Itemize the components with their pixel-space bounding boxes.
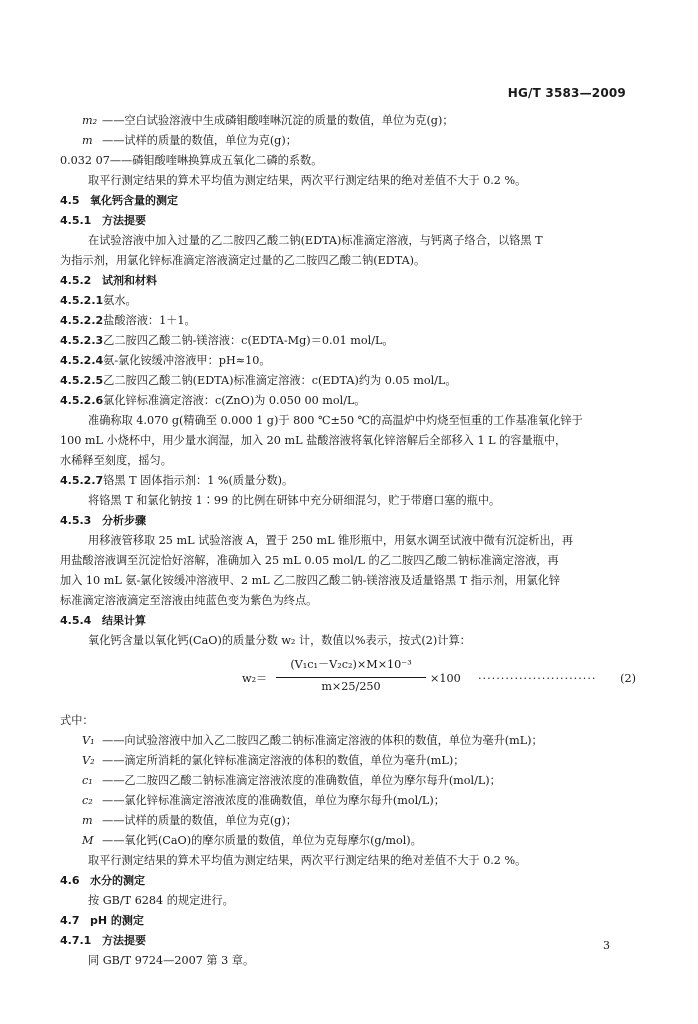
- formula-leader-dots: ··························: [478, 672, 597, 685]
- line-text: 取平行测定结果的算术平均值为测定结果，两次平行测定结果的绝对差值不大于 0.2 %。: [88, 854, 527, 867]
- line-text: 用移液管移取 25 mL 试验溶液 A，置于 250 mL 锥形瓶中，用氨水调至试液中微有沉淀析出，再: [88, 534, 574, 547]
- variable-definition: [60, 791, 638, 811]
- section-heading: [60, 191, 638, 211]
- line-text: 分析步骤: [102, 514, 146, 527]
- formula-2: [60, 655, 638, 711]
- line-text: 乙二胺四乙酸二钠(EDTA)标准滴定溶液：c(EDTA)约为 0.05 mol/L。: [103, 374, 457, 387]
- formula-denominator: m×25/250: [321, 680, 381, 693]
- line-text: 取平行测定结果的算术平均值为测定结果，两次平行测定结果的绝对差值不大于 0.2 %。: [88, 174, 527, 187]
- paragraph-line: [60, 531, 638, 551]
- paragraph-line: [60, 551, 638, 571]
- document-body: [60, 111, 638, 971]
- line-text: 方法提要: [102, 934, 146, 947]
- variable-definition: [60, 771, 638, 791]
- paragraph-line: [60, 151, 638, 171]
- reagent-item: [60, 291, 638, 311]
- formula-numerator: (V₁c₁－V₂c₂)×M×10⁻³: [290, 658, 412, 671]
- clause-number: 4.5.2.3: [60, 334, 104, 347]
- line-text: 铬黑 T 固体指示剂：1 %(质量分数)。: [103, 474, 294, 487]
- variable-definition: [60, 131, 638, 151]
- paragraph-line: [60, 231, 638, 251]
- line-text: 乙二胺四乙酸二钠-镁溶液：c(EDTA-Mg)＝0.01 mol/L。: [103, 334, 394, 347]
- section-number: 4.6: [60, 874, 80, 887]
- line-text: 为指示剂，用氯化锌标准滴定溶液滴定过量的乙二胺四乙酸二钠(EDTA)。: [60, 254, 426, 267]
- paragraph-line: [60, 891, 638, 911]
- subsection-heading: [60, 511, 638, 531]
- line-text: ——滴定所消耗的氯化锌标准滴定溶液的体积的数值，单位为毫升(mL)；: [102, 754, 465, 767]
- reagent-item: [60, 471, 638, 491]
- line-text: 同 GB/T 9724—2007 第 3 章。: [88, 954, 255, 967]
- variable-symbol: m₂: [82, 114, 98, 127]
- variable-definition: [60, 811, 638, 831]
- variable-symbol: m: [82, 814, 93, 827]
- clause-number: 4.5.2.7: [60, 474, 104, 487]
- paragraph-line: [60, 251, 638, 271]
- subsection-heading: [60, 931, 638, 951]
- line-text: ——氧化钙(CaO)的摩尔质量的数值，单位为克每摩尔(g/mol)。: [102, 834, 422, 847]
- line-text: 加入 10 mL 氨-氯化铵缓冲溶液甲、2 mL 乙二胺四乙酸二钠-镁溶液及适量铬黑 T 指示剂，用氯化锌: [60, 574, 561, 587]
- reagent-item: [60, 311, 638, 331]
- variable-symbol: c₂: [82, 794, 93, 807]
- clause-number: 4.5.2.1: [60, 294, 104, 307]
- line-text: pH 的测定: [90, 914, 144, 927]
- line-text: 氯化锌标准滴定溶液：c(ZnO)为 0.050 00 mol/L。: [103, 394, 366, 407]
- variable-symbol: V₂: [82, 754, 95, 767]
- paragraph-line: [60, 571, 638, 591]
- line-text: 氧化钙含量以氧化钙(CaO)的质量分数 w₂ 计，数值以%表示，按式(2)计算：: [88, 634, 471, 647]
- formula-lhs: w₂＝: [242, 672, 268, 685]
- line-text: 准确称取 4.070 g(精确至 0.000 1 g)于 800 ℃±50 ℃的高温炉中灼烧至恒重的工作基准氧化锌于: [88, 414, 583, 427]
- page-number: 3: [603, 939, 610, 952]
- line-text: 按 GB/T 6284 的规定进行。: [88, 894, 234, 907]
- clause-number: 4.5.1: [60, 214, 92, 227]
- line-text: 盐酸溶液：1＋1。: [103, 314, 196, 327]
- standard-code-header: HG/T 3583—2009: [507, 86, 626, 100]
- paragraph-line: [60, 431, 638, 451]
- line-text: 用盐酸溶液调至沉淀恰好溶解，准确加入 25 mL 0.05 mol/L 的乙二胺四乙酸二钠标准滴定溶液，再: [60, 554, 559, 567]
- subsection-heading: [60, 211, 638, 231]
- line-text: ——试样的质量的数值，单位为克(g)；: [102, 814, 297, 827]
- reagent-item: [60, 371, 638, 391]
- line-text: 水稀释至刻度，摇匀。: [60, 454, 172, 467]
- line-text: 在试验溶液中加入过量的乙二胺四乙酸二钠(EDTA)标准滴定溶液，与钙离子络合，以铬黑 T: [88, 234, 543, 247]
- section-number: 4.7: [60, 914, 80, 927]
- line-text: ——空白试验溶液中生成磷钼酸喹啉沉淀的质量的数值，单位为克(g)；: [102, 114, 454, 127]
- paragraph-line: [60, 711, 638, 731]
- line-text: 氧化钙含量的测定: [90, 194, 178, 207]
- formula-times: ×100: [430, 672, 461, 685]
- reagent-item: [60, 391, 638, 411]
- variable-symbol: V₁: [82, 734, 95, 747]
- reagent-item: [60, 331, 638, 351]
- variable-definition: [60, 831, 638, 851]
- line-text: 试剂和材料: [102, 274, 157, 287]
- paragraph-line: [60, 491, 638, 511]
- fraction-bar: [276, 677, 426, 678]
- paragraph-line: [60, 631, 638, 651]
- line-text: ——氯化锌标准滴定溶液浓度的准确数值，单位为摩尔每升(mol/L)；: [102, 794, 445, 807]
- clause-number: 4.5.2.4: [60, 354, 104, 367]
- variable-symbol: M: [82, 834, 94, 847]
- line-text: 0.032 07——磷钼酸喹啉换算成五氧化二磷的系数。: [60, 154, 323, 167]
- paragraph-line: [60, 451, 638, 471]
- variable-symbol: c₁: [82, 774, 93, 787]
- line-text: 结果计算: [102, 614, 146, 627]
- line-text: 100 mL 小烧杯中，用少量水润湿，加入 20 mL 盐酸溶液将氧化锌溶解后全部移入 1 L 的容量瓶中，: [60, 434, 567, 447]
- line-text: 氨-氯化铵缓冲溶液甲：pH≈10。: [103, 354, 271, 367]
- paragraph-line: [60, 411, 638, 431]
- clause-number: 4.5.4: [60, 614, 92, 627]
- clause-number: 4.5.2.5: [60, 374, 104, 387]
- formula-equation-number: (2): [620, 672, 636, 685]
- line-text: 标准滴定溶液滴定至溶液由纯蓝色变为紫色为终点。: [60, 594, 318, 607]
- line-text: 方法提要: [102, 214, 146, 227]
- line-text: 氨水。: [103, 294, 137, 307]
- line-text: 式中：: [60, 714, 94, 727]
- variable-symbol: m: [82, 134, 93, 147]
- line-text: ——乙二胺四乙酸二钠标准滴定溶液浓度的准确数值，单位为摩尔每升(mol/L)；: [102, 774, 501, 787]
- reagent-item: [60, 351, 638, 371]
- variable-definition: [60, 751, 638, 771]
- subsection-heading: [60, 271, 638, 291]
- paragraph-line: [60, 851, 638, 871]
- section-heading: [60, 871, 638, 891]
- clause-number: 4.5.2: [60, 274, 92, 287]
- section-heading: [60, 911, 638, 931]
- clause-number: 4.5.2.6: [60, 394, 104, 407]
- section-number: 4.5: [60, 194, 80, 207]
- line-text: ——试样的质量的数值，单位为克(g)；: [102, 134, 297, 147]
- variable-definition: [60, 111, 638, 131]
- line-text: 水分的测定: [90, 874, 145, 887]
- line-text: 将铬黑 T 和氯化钠按 1∶99 的比例在研钵中充分研细混匀，贮于带磨口塞的瓶中。: [88, 494, 501, 507]
- clause-number: 4.7.1: [60, 934, 92, 947]
- clause-number: 4.5.3: [60, 514, 92, 527]
- subsection-heading: [60, 611, 638, 631]
- line-text: ——向试验溶液中加入乙二胺四乙酸二钠标准滴定溶液的体积的数值，单位为毫升(mL)；: [102, 734, 543, 747]
- paragraph-line: [60, 951, 638, 971]
- variable-definition: [60, 731, 638, 751]
- paragraph-line: [60, 171, 638, 191]
- clause-number: 4.5.2.2: [60, 314, 104, 327]
- paragraph-line: [60, 591, 638, 611]
